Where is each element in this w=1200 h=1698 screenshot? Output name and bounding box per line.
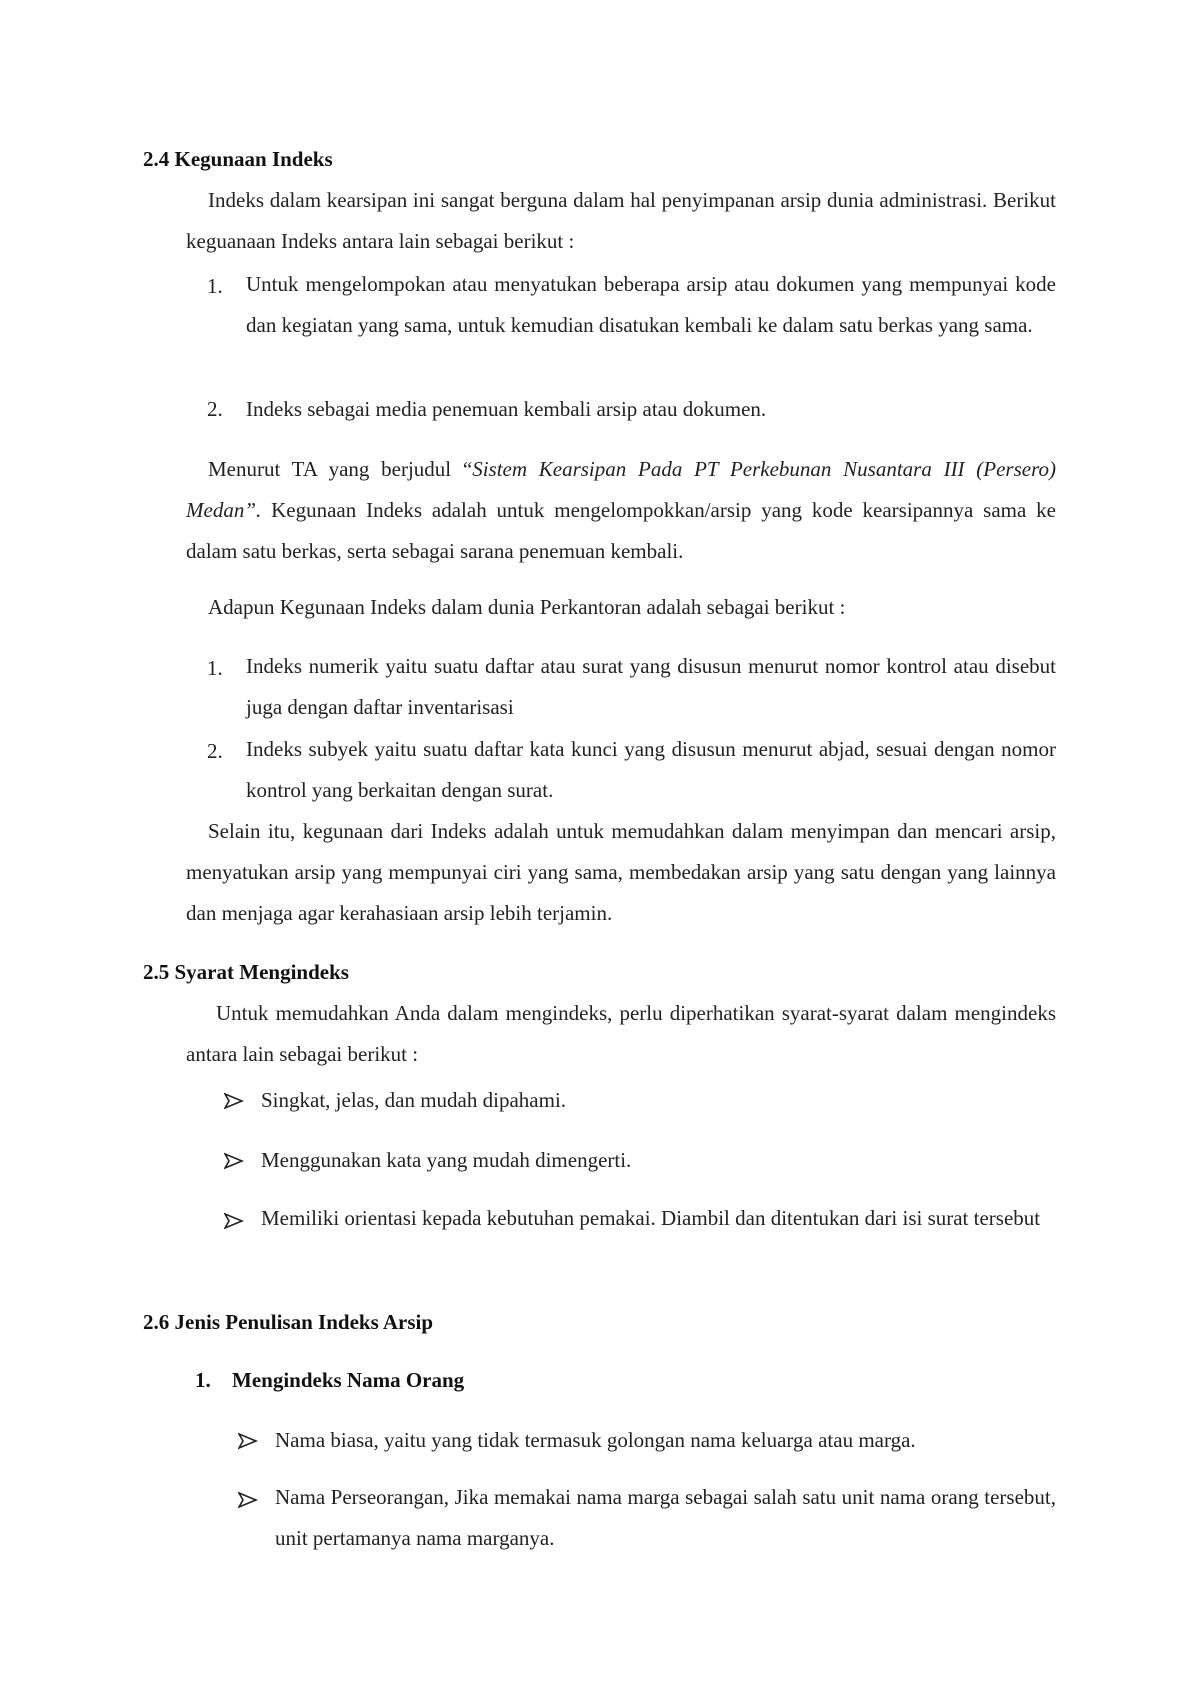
bullet-item-text: Nama Perseorangan, Jika memakai nama marga sebagai salah satu unit nama orang tersebut, unit pertamanya nama marganya.: [275, 1485, 1056, 1550]
list-item-text: Indeks sebagai media penemuan kembali arsip atau dokumen.: [246, 397, 767, 421]
arrowhead-bullet-icon: [224, 1152, 244, 1170]
paragraph-intro-2-4: Indeks dalam kearsipan ini sangat berguna dalam hal penyimpanan arsip dunia administrasi. Berikut keguanaan Indeks antara lain sebagai berikut :: [186, 188, 1056, 253]
list-item-text: Untuk mengelompokan atau menyatukan beberapa arsip atau dokumen yang mempunyai kode dan kegiatan yang sama, untuk kemudian disatukan kembali ke dalam satu berkas yang sama.: [246, 272, 1056, 337]
list-item-text: Indeks numerik yaitu suatu daftar atau surat yang disusun menurut nomor kontrol atau disebut juga dengan daftar inventarisasi: [246, 654, 1056, 719]
paragraph-selain: Selain itu, kegunaan dari Indeks adalah untuk memudahkan dalam menyimpan dan mencari arsip, menyatukan arsip yang mempunyai ciri yang sama, membedakan arsip yang satu dengan yang lainnya dan menjaga agar kerahasiaan arsip lebih terjamin.: [186, 819, 1056, 925]
bullet-item-text: Singkat, jelas, dan mudah dipahami.: [261, 1088, 567, 1112]
arrowhead-bullet-icon: [238, 1491, 258, 1509]
paragraph-intro-2-5: Untuk memudahkan Anda dalam mengindeks, perlu diperhatikan syarat-syarat dalam mengindeks antara lain sebagai berikut :: [186, 1001, 1056, 1066]
arrowhead-bullet-icon: [238, 1432, 258, 1450]
section-heading-2-5: 2.5 Syarat Mengindeks: [143, 960, 349, 984]
arrowhead-bullet-icon: [224, 1212, 244, 1230]
list-number: 2.: [207, 397, 223, 421]
bullet-item-text: Nama biasa, yaitu yang tidak termasuk golongan nama keluarga atau marga.: [275, 1428, 916, 1452]
arrowhead-bullet-icon: [224, 1092, 244, 1110]
paragraph-adapun: Adapun Kegunaan Indeks dalam dunia Perkantoran adalah sebagai berikut :: [208, 595, 846, 619]
menurut-title: Sistem Kearsipan Pada PT Perkebunan Nusantara III (Persero) Medan”.: [186, 457, 1056, 522]
menurut-prefix: Menurut TA yang berjudul “: [208, 457, 473, 481]
section-heading-2-6: 2.6 Jenis Penulisan Indeks Arsip: [143, 1310, 434, 1334]
list-item-text: Indeks subyek yaitu suatu daftar kata kunci yang disusun menurut abjad, sesuai dengan nomor kontrol yang berkaitan dengan surat.: [246, 737, 1056, 802]
menurut-suffix: Kegunaan Indeks adalah untuk mengelompokkan/arsip yang kode kearsipannya sama ke dalam satu berkas, serta sebagai sarana penemuan kembali.: [186, 498, 1056, 563]
list-number: 2.: [207, 739, 223, 763]
bullet-item-text: Memiliki orientasi kepada kebutuhan pemakai. Diambil dan ditentukan dari isi surat tersebut: [261, 1206, 1041, 1230]
section-heading-2-4: 2.4 Kegunaan Indeks: [143, 147, 333, 171]
paragraph-menurut: [186, 449, 1056, 572]
subheading-number: 1.: [195, 1368, 211, 1392]
list-number: 1.: [207, 656, 223, 680]
bullet-item-text: Menggunakan kata yang mudah dimengerti.: [261, 1148, 632, 1172]
list-number: 1.: [207, 274, 223, 298]
subheading-title: Mengindeks Nama Orang: [232, 1368, 465, 1392]
